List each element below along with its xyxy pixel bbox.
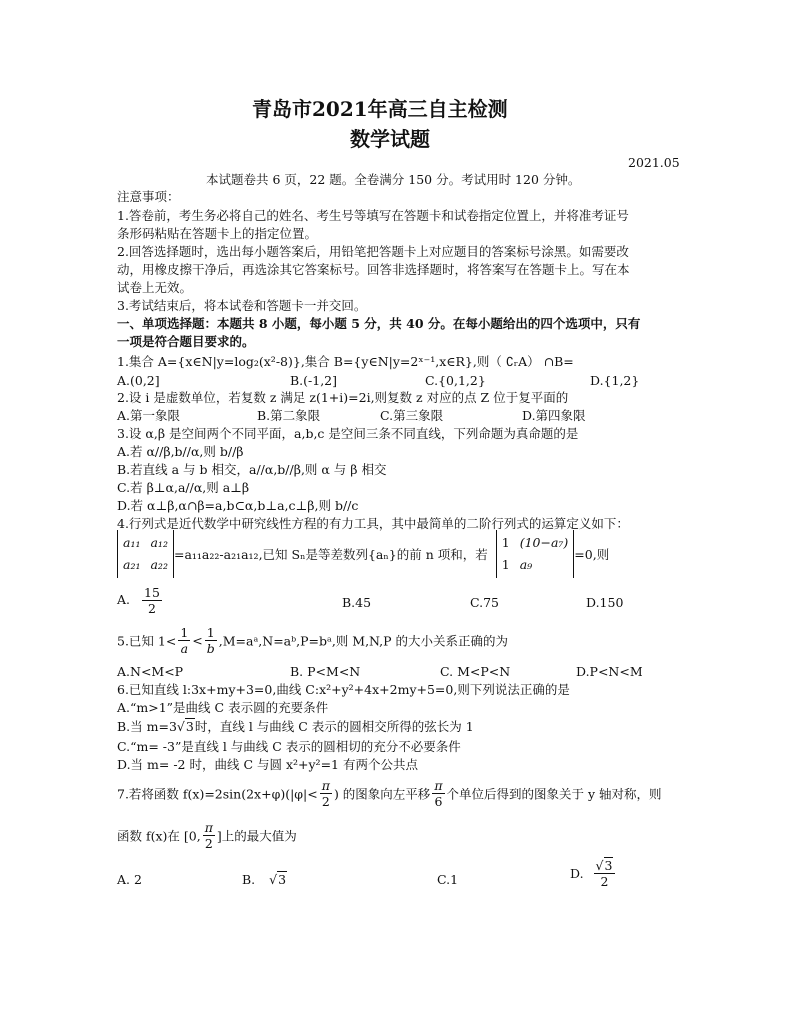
note-2-line2: 动，用橡皮擦干净后，再选涂其它答案标号。回答非选择题时，将答案写在答题卡上。写在本	[117, 262, 630, 277]
frac-denominator: 2	[321, 794, 330, 809]
det-a21: a₂₁	[123, 557, 141, 572]
q7-option-d-label: D.	[570, 866, 584, 881]
q7-line2-post: ]上的最大值为	[216, 828, 297, 844]
q3-option-b: B.若直线 a 与 b 相交，a//α,b//β,则 α 与 β 相交	[117, 462, 387, 477]
q6-option-c: C.“m= -3”是直线 l 与曲线 C 表示的圆相切的充分不必要条件	[117, 739, 461, 754]
q4-determinant-condition	[496, 530, 575, 578]
q7-option-d-fraction	[594, 858, 616, 889]
q5-option-d: D.P<N<M	[576, 664, 643, 679]
q7-stem-line1	[117, 778, 662, 809]
q6-option-d: D.当 m= -2 时，曲线 C 与圆 x²+y²=1 有两个公共点	[117, 757, 418, 772]
q6-option-b	[117, 718, 474, 736]
q5-option-b: B. P<M<N	[290, 664, 361, 679]
exam-title: 青岛市2021年高三自主检测	[252, 97, 508, 121]
sqrt-radicand: 3	[278, 872, 287, 887]
q2-option-d: D.第四象限	[522, 408, 586, 423]
sqrt-symbol: √	[595, 858, 604, 873]
q7-stem-line2	[117, 820, 297, 851]
q1-stem: 1.集合 A={x∈N|y=log₂(x²-8)},集合 B={y∈N|y=2ˣ⁻¹,x∈R},则（ ∁ᵣA） ∩B=	[117, 354, 574, 369]
q1-option-d: D.{1,2}	[590, 373, 640, 388]
frac-numerator: 15	[144, 585, 160, 600]
sqrt-symbol: √	[176, 719, 185, 734]
q5-fraction-1-over-b	[205, 625, 217, 656]
frac-denominator: 2	[600, 874, 609, 889]
q7-option-c: C.1	[437, 872, 459, 887]
frac-numerator	[594, 858, 616, 874]
q4-option-c: C.75	[470, 595, 499, 610]
q3-stem: 3.设 α,β 是空间两个不同平面，a,b,c 是空间三条不同直线，下列命题为真命题的是	[117, 426, 579, 441]
q3-option-c: C.若 β⊥α,a//α,则 a⊥β	[117, 480, 250, 495]
q4-option-a-label: A.	[117, 592, 131, 607]
q7-fraction-pi-over-2b	[203, 820, 215, 851]
q7-option-b	[242, 871, 287, 889]
q4-option-b: B.45	[342, 595, 372, 610]
q7-fraction-pi-over-6	[432, 778, 444, 809]
q5-less-than: <	[192, 633, 203, 648]
q1-option-a: A.(0,2]	[117, 373, 160, 388]
q5-option-c: C. M<P<N	[440, 664, 511, 679]
frac-numerator: π	[321, 778, 330, 793]
q6-stem: 6.已知直线 l:3x+my+3=0,曲线 C:x²+y²+4x+2my+5=0,则下列说法正确的是	[117, 682, 570, 697]
q7-pre: 7.若将函数 f(x)=2sin(2x+φ)(|φ|<	[117, 786, 318, 802]
frac-denominator: a	[180, 641, 189, 656]
note-2-line3: 试卷上无效。	[117, 280, 193, 295]
q2-option-b: B.第二象限	[257, 408, 321, 423]
frac-denominator: 6	[434, 794, 443, 809]
q5-post: ,M=aᵃ,N=aᵇ,P=bᵃ,则 M,N,P 的大小关系正确的为	[218, 633, 509, 649]
det-a11: a₁₁	[123, 535, 141, 550]
det-a22: a₂₂	[150, 557, 168, 572]
q6-option-b-pre: B.当 m=3	[117, 719, 177, 734]
q5-fraction-1-over-a	[178, 625, 190, 656]
q4-option-d: D.150	[586, 595, 624, 610]
q4-stem: 4.行列式是近代数学中研究线性方程的有力工具，其中最简单的二阶行列式的运算定义如下：	[117, 516, 629, 531]
note-3: 3.考试结束后，将本试卷和答题卡一并交回。	[117, 298, 367, 313]
q1-option-b: B.(-1,2]	[290, 373, 338, 388]
det-e21: 1	[501, 557, 510, 572]
q7-fraction-pi-over-2	[320, 778, 332, 809]
frac-denominator: 2	[204, 836, 213, 851]
q2-option-c: C.第三象限	[380, 408, 444, 423]
frac-numerator: π	[204, 820, 213, 835]
frac-numerator: 1	[180, 625, 189, 640]
exam-subtitle: 数学试题	[350, 127, 430, 151]
det-e22: a₉	[519, 557, 533, 572]
q4-determinant-definition	[117, 530, 174, 578]
note-1-line1: 1.答卷前，考生务必将自己的姓名、考生号等填写在答题卡和试卷指定位置上，并将准考证号	[117, 208, 629, 223]
frac-numerator: 1	[206, 625, 215, 640]
q4-equals-zero: =0,则	[574, 547, 610, 562]
q1-option-c: C.{0,1,2}	[425, 373, 486, 388]
q5-option-a: A.N<M<P	[117, 664, 184, 679]
q3-option-a: A.若 α//β,b//α,则 b//β	[117, 444, 244, 459]
q2-stem: 2.设 i 是虚数单位，若复数 z 满足 z(1+i)=2i,则复数 z 对应的点 Z 位于复平面的	[117, 390, 569, 405]
q7-line2-pre: 函数 f(x)在 [0,	[117, 828, 201, 844]
det-e12: (10−a₇)	[519, 535, 569, 550]
q5-pre: 5.已知 1<	[117, 633, 177, 649]
section-heading-line1: 一、单项选择题：本题共 8 小题，每小题 5 分，共 40 分。在每小题给出的四个选项中，只有	[117, 316, 641, 331]
exam-date: 2021.05	[628, 155, 680, 170]
q5-stem	[117, 625, 508, 656]
note-1-line2: 条形码粘贴在答题卡上的指定位置。	[117, 226, 318, 241]
q4-option-a	[117, 585, 164, 616]
q6-option-b-post: 时，直线 l 与曲线 C 表示的圆相交所得的弦长为 1	[194, 719, 474, 734]
q7-mid: ) 的图象向左平移	[333, 786, 431, 802]
q4-definition-text: =a₁₁a₂₂-a₂₁a₁₂,已知 Sₙ是等差数列{aₙ}的前 n 项和，若	[173, 547, 488, 562]
q4-option-a-fraction	[142, 585, 162, 616]
frac-numerator: π	[434, 778, 443, 793]
q7-option-d	[570, 858, 617, 889]
q3-option-d: D.若 α⊥β,α∩β=a,b⊂α,b⊥a,c⊥β,则 b//c	[117, 498, 359, 513]
sqrt-symbol: √	[269, 872, 278, 887]
section-heading-line2: 一项是符合题目要求的。	[117, 334, 255, 349]
q7-post: 个单位后得到的图象关于 y 轴对称，则	[446, 786, 662, 802]
frac-denominator: b	[206, 641, 215, 656]
notes-heading: 注意事项：	[117, 189, 180, 204]
q4-formula	[117, 530, 609, 578]
det-a12: a₁₂	[150, 535, 168, 550]
q2-option-a: A.第一象限	[117, 408, 181, 423]
note-2-line1: 2.回答选择题时，选出每小题答案后，用铅笔把答题卡上对应题目的答案标号涂黑。如需要改	[117, 244, 629, 259]
q6-option-a: A.“m>1”是曲线 C 表示圆的充要条件	[117, 700, 329, 715]
det-e11: 1	[501, 535, 510, 550]
sqrt-radicand: 3	[185, 719, 194, 734]
exam-info: 本试题卷共 6 页，22 题。全卷满分 150 分。考试用时 120 分钟。	[206, 172, 581, 187]
q7-option-b-label: B.	[242, 872, 256, 887]
frac-denominator: 2	[147, 601, 156, 616]
sqrt-radicand: 3	[604, 858, 613, 873]
q7-option-a: A. 2	[117, 872, 142, 887]
